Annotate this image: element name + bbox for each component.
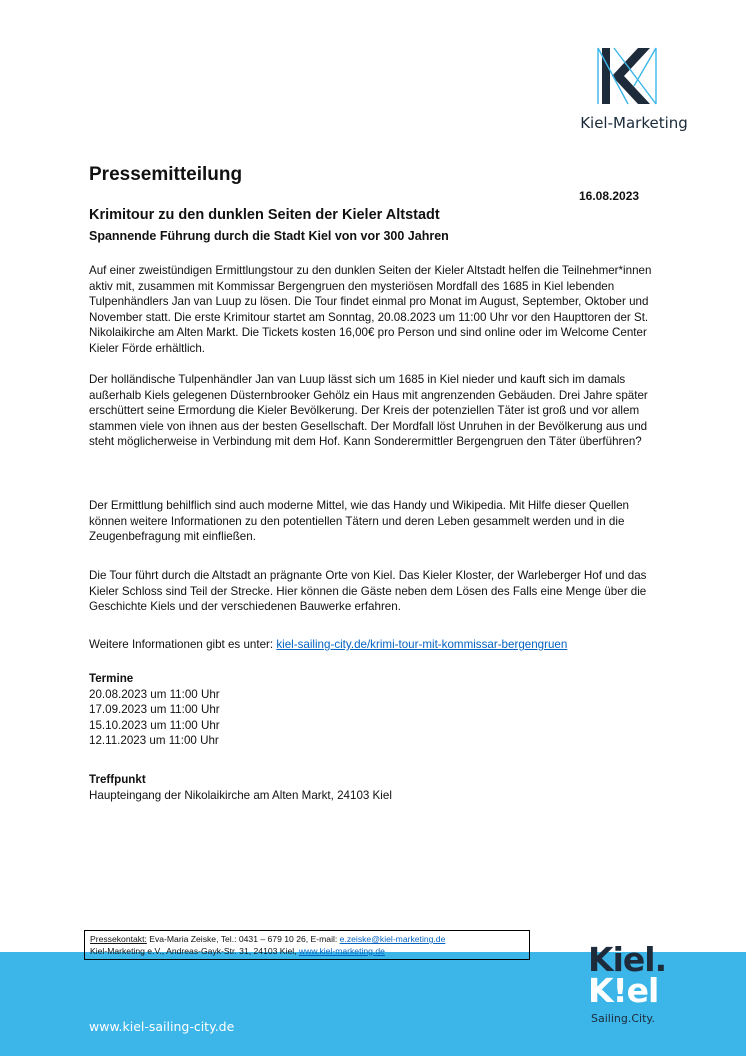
tour-info-link[interactable]: kiel-sailing-city.de/krimi-tour-mit-kommissar-bergengruen (276, 638, 568, 651)
paragraph-tools: Der Ermittlung behilflich sind auch moderne Mittel, wie das Handy und Wikipedia. Mit Hilfe dieser Quellen können weitere Informationen zu den potentiellen Tätern und deren Leben gesammelt werden und in die Zeugenbefragung mit einfließen. (89, 499, 629, 544)
termine-section (89, 671, 220, 749)
logo-word-kiel-mirrored: K!el (588, 971, 659, 1010)
contact-website-link[interactable]: www.kiel-marketing.de (298, 945, 385, 956)
brand-name: Kiel-Marketing (580, 114, 688, 132)
paragraph-route: Die Tour führt durch die Altstadt an prägnante Orte von Kiel. Das Kieler Kloster, der Warleberger Hof und das Kieler Schloss sind Teil der Strecke. Hier können die Gäste neben dem Lösen des Falls eine Menge über die Geschichte Kiels und der verschiedenen Bauwerke erfahren. (89, 569, 647, 614)
info-line (89, 637, 659, 653)
release-date: 16.08.2023 (579, 189, 640, 203)
footer-url: www.kiel-sailing-city.de (89, 1019, 235, 1034)
termin-date: 12.11.2023 um 11:00 Uhr (89, 734, 219, 748)
kiel-sailing-city-logo (588, 940, 688, 1025)
k-monogram-icon (594, 46, 678, 106)
paragraph-story: Der holländische Tulpenhändler Jan van Luup lässt sich um 1685 in Kiel nieder und kauft sich im damals außerhalb Kiels gelegenen Düsternbrooker Gehölz ein Haus mit angrenzenden Gebäuden. Drei Jahre später erschüttert seine Ermordung die Kieler Bevölkerung. Der Kreis der potenziellen Täter ist groß und vor allem stammen viele von ihnen aus der besten Gesellschaft. Der Mordfall löst Unruhen in der Bevölkerung aus und steht möglicherweise in Verbindung mit dem Hof. Kann Sonderermittler Bergengruen den Täter überführen? (89, 373, 648, 449)
contact-email-link[interactable]: e.zeiske@kiel-marketing.de (339, 934, 446, 944)
logo-tagline: Sailing.City. (591, 1012, 655, 1025)
termin-date: 15.10.2023 um 11:00 Uhr (89, 718, 220, 732)
termin-date: 17.09.2023 um 11:00 Uhr (89, 703, 220, 717)
contact-address: Kiel-Marketing e.V., Andreas-Gayk-Str. 31, 24103 Kiel, (90, 945, 299, 956)
article-subtitle: Spannende Führung durch die Stadt Kiel von vor 300 Jahren (89, 229, 449, 243)
treffpunkt-section (89, 772, 392, 803)
treffpunkt-heading: Treffpunkt (89, 773, 146, 786)
article-title: Krimitour zu den dunklen Seiten der Kieler Altstadt (89, 207, 440, 223)
contact-details: Eva-Maria Zeiske, Tel.: 0431 – 679 10 26, E-mail: (146, 934, 340, 944)
treffpunkt-address: Haupteingang der Nikolaikirche am Alten Markt, 24103 Kiel (89, 788, 392, 802)
press-contact-box (84, 930, 530, 960)
page-title: Pressemitteilung (89, 164, 243, 185)
termine-heading: Termine (89, 672, 134, 685)
contact-label: Pressekontakt: (90, 934, 147, 944)
paragraph-intro: Auf einer zweistündigen Ermittlungstour zu den dunklen Seiten der Kieler Altstadt helfen die Teilnehmer*innen aktiv mit, zusammen mit Kommissar Bergengruen den mysteriösen Mordfall des 1685 in Kiel lebenden Tulpenhändlers Jan van Luup zu lösen. Die Tour findet einmal pro Monat im August, September, Oktober und November statt. Die erste Krimitour startet am Sonntag, 20.08.2023 um 11:00 Uhr vor den Haupttoren der St. Nikolaikirche am Alten Markt. Die Tickets kosten 16,00€ pro Person und sind online oder im Welcome Center Kieler Förde erhältlich. (89, 264, 652, 355)
termin-date: 20.08.2023 um 11:00 Uhr (89, 687, 220, 701)
logo-word-kiel: Kiel. (588, 940, 667, 979)
info-prefix: Weitere Informationen gibt es unter: (89, 638, 277, 651)
